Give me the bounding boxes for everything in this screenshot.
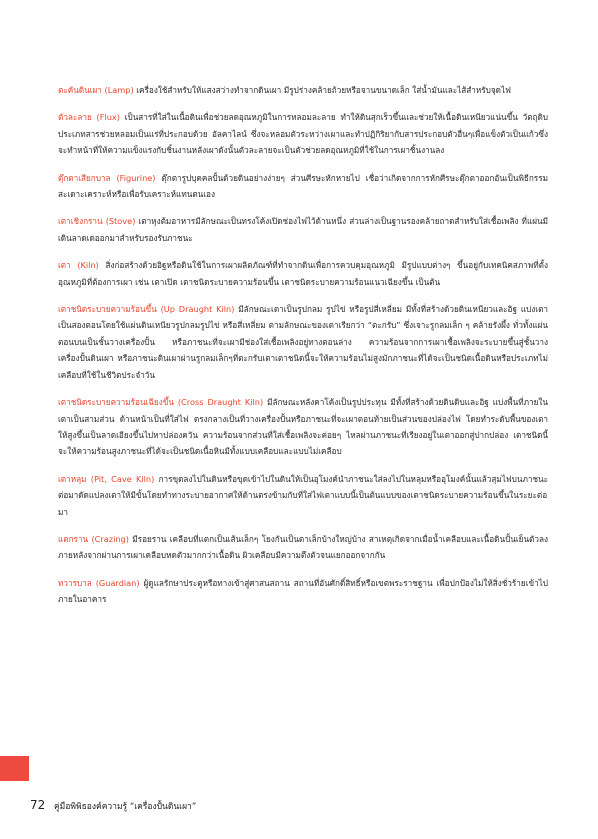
glossary-definition: มีลักษณะเตาเป็นรูปกลม รูปไข่ หรือรูปสี่เหลี่ยม มีทั้งที่สร้างด้วยดินเหนียวและอิฐ แบ่งเตาเป็นสองตอนโดยใช้แผ่นดินเหนียวรูปกลมรูปไข่ หรือสี่เหลี่ยม ตามลักษณะของเตาเรียกว่า “ตะกรับ” ซึ่งเจาะรูกลมเล็ก ๆ คล้ายรังผึ้ง ทั่วทั้งแผ่นตอนบนเป็นชั้นวางเครื่องปั้น หรือภาชนะที่จะเผามีช่องใส่เชื้อเพลิงอยู่ทางตอนล่าง ความร้อนจากการเผาเชื้อเพลิงจะระบายขึ้นสู่ชั้นวางเครื่องปั้นดินเผา หรือภาชนะดินเผาผ่านรูกลมเล็กๆที่ตะกรับเตาเตาชนิดนี้จะให้ความร้อนไม่สูงมักภาชนะที่ได้จะเป็นชนิดเนื้อดินหรือประเภทไม่เคลือบที่ใช้ในชีวิตประจำวัน (58, 304, 548, 380)
glossary-term: เตาชนิดระบายความร้อนเฉียงขึ้น (Cross Draught Kiln) (58, 397, 264, 408)
glossary-definition: มีรอยราน เคลือบที่แตกเป็นเส้นเล็กๆ โยงกันเป็นตาเล็กบ้างใหญ่บ้าง สาเหตุเกิดจากเมื่อน้ำเคลือบและเนื้อดินปั้นเย็นตัวลงภายหลังจากผ่านการเผาเคลือบหดตัวมากกว่าเนื้อดิน ผิวเคลือบมีความตึงตัวจนแยกออกจากกัน (58, 533, 548, 561)
glossary-definition: ตุ๊กตารูปบุคคลปั้นด้วยดินอย่างง่ายๆ ส่วนศีรษะหักหายไป เชื่อว่าเกิดจากการหักศีรษะตุ๊กตาออกอันเป็นพิธีกรรมสะเดาะเคราะห์หรือเพื่อรับเคราะห์แทนตนเอง (58, 172, 548, 200)
glossary-term: ทวารบาล (Guardian) (58, 577, 140, 588)
book-title: คู่มือพิพิธองค์ความรู้ “เครื่องปั้นดินเผา” (53, 802, 197, 812)
glossary-term: เตาเชิงกราน (Stove) (58, 216, 136, 227)
glossary-entry-pit-kiln (58, 471, 548, 520)
glossary-definition: เตาหุงต้มอาหารมีลักษณะเป็นทรงโค้งเปิดช่องไฟไว้ด้านหนึ่ง ส่วนล่างเป็นฐานรองคล้ายถาดสำหรับใส่เชื้อเพลิง ที่แผ่นมีเดินลาดเดออกมาสำหรับรองรับภาชนะ (58, 216, 549, 243)
glossary-entry-stove (58, 213, 548, 246)
glossary-term: แตกราน (Crazing) (58, 533, 129, 544)
glossary-definition: เครื่องใช้สำหรับให้แสงสว่างทำจากดินเผา มีรูปร่างคล้ายถ้วยหรือจานขนาดเล็ก ใส่น้ำมันและไส้สำหรับจุดไฟ (133, 85, 511, 95)
glossary-term: เตาชนิดระบายความร้อนขึ้น (Up Draught Kiln) (58, 304, 235, 315)
glossary-entry-guardian (58, 575, 548, 608)
page-edge-tab (0, 756, 29, 781)
glossary-entry-cross-draught-kiln (58, 394, 548, 460)
glossary-entry-flux (58, 109, 548, 158)
glossary-definition: มีลักษณะหลังคาโค้งเป็นรูปประทุน มีทั้งที่สร้างด้วยดินดิบและอิฐ แบ่งพื้นที่ภายในเตาเป็นสามส่วน ด้านหน้าเป็นที่ใส่ไฟ ตรงกลางเป็นที่วางเครื่องปั้นหรือภาชนะที่จะเผาตอนท้ายเป็นส่วนของปล่องไฟ โดยทำระดับพื้นของเตาให้สูงขึ้นเป็นลาดเอียงขึ้นไปหาปล่องควัน ความร้อนจากส่วนที่ใส่เชื้อเพลิงจะค่อยๆ ไหลผ่านภาชนะที่เรียงอยู่ในเตาออกสู่ปากปล่อง เตาชนิดนี้จะให้ความร้อนสูงภาชนะที่ได้จะเป็นชนิดเนื้อหินมีทั้งแบบเคลือบและแบบไม่เคลือบ (58, 397, 548, 457)
page-number: 72 (30, 798, 46, 812)
glossary-definition: ผู้ดูแลรักษาประตูหรือทางเข้าสู่ศาสนสถาน สถานที่อันศักดิ์สิทธิ์หรือเขตพระราชฐาน เพื่อปกป้องไม่ให้สิ่งชั่วร้ายเข้าไปภายในอาคาร (58, 577, 549, 605)
glossary-definition: เป็นสารที่ใส่ในเนื้อดินเพื่อช่วยลดอุณหภูมิในการหลอมละลาย ทำให้ดินสุกเร็วขึ้นและช่วยให้เนื้อดินเหนียวแน่นขึ้น วัตถุดิบประเภทสารช่วยหลอมเป็นแร่ที่ประกอบด้วย อัลคาไลน์ ซึ่งจะหลอมตัวระหว่างเผาและทำปฏิกิริยากับสารประกอบตัวอื่นๆเพื่อแข็งตัวเป็นแก้วซึ่งจะทำหน้าที่ให้ความแข็งแรงกับชิ้นงานหลังเผาดังนั้นตัวละลายจะเป็นตัวช่วยลดอุณหภูมิที่ใช้ในการเผาชิ้นงานลง (58, 112, 548, 156)
glossary-entry-kiln (58, 257, 548, 290)
glossary-term: ตุ๊กตาเสียกบาล (Figurine) (58, 172, 156, 183)
glossary-term: เตา (Kiln) (58, 260, 99, 271)
glossary-term: เตาหลุม (Pit, Cave Kiln) (58, 473, 155, 484)
glossary-definition: การขุดลงไปในดินหรือขุดเข้าไปในดินให้เป็นอุโมงค์นำภาชนะใส่ลงไปในหลุมหรืออุโมงค์นั้นแล้วสุมไฟบนภาชนะ ต่อมาดัดแปลงเตาให้มีขั้นโดยทำทางระบายอากาศให้ด้านตรงข้ามกับที่ใส่ไฟเตาแบบนี้เป็นต้นแบบของเตาชนิดระบายความร้อนขึ้นในระยะต่อมา (58, 473, 548, 517)
glossary-entry-lamp (58, 82, 548, 98)
glossary-entry-crazing (58, 531, 548, 564)
glossary-entry-up-draught-kiln (58, 301, 548, 383)
page-footer (30, 798, 196, 813)
glossary-term: ตัวละลาย (Flux) (58, 112, 120, 123)
glossary-definition: สิ่งก่อสร้างด้วยอิฐหรือดินใช้ในการเผาผลิตภัณฑ์ที่ทำจากดินเพื่อการควบคุมอุณหภูมิ มีรูปแบบต่างๆ ขึ้นอยู่กับเทคนิคสภาพที่ตั้ง อุณหภูมิที่ต้องการเผา เช่น เตาเปิด เตาชนิดระบายความร้อนขึ้น เตาชนิดระบายความร้อนแนวเฉียงขึ้น เป็นต้น (58, 260, 548, 287)
glossary-term: ตะคันดินเผา (Lamp) (58, 85, 134, 95)
glossary-content (58, 82, 548, 619)
glossary-entry-figurine (58, 170, 548, 203)
